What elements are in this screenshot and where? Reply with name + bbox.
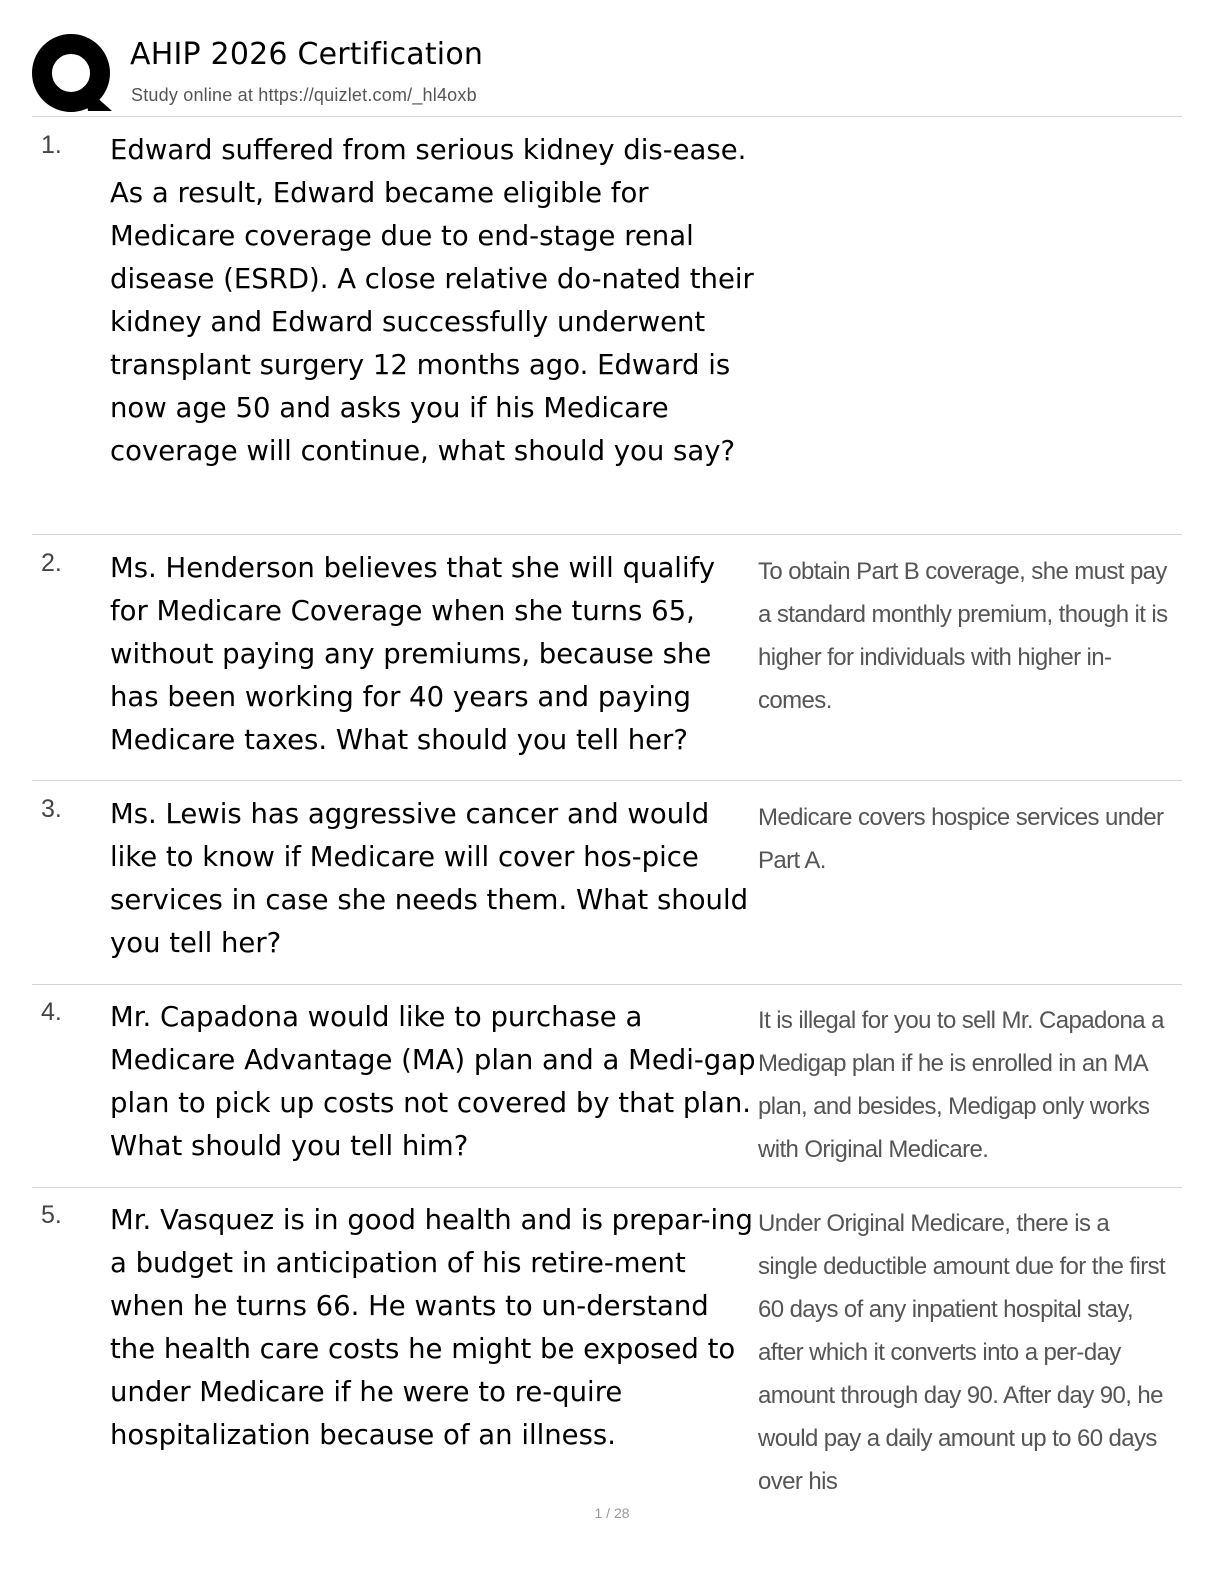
card-term: Ms. Henderson believes that she will qualify for Medicare Coverage when she turns 65, without paying any premiums, because she has been working for 40 years and paying Medicare taxes. What should you tell her? [110,552,716,756]
card-term: Ms. Lewis has aggressive cancer and would like to know if Medicare will cover hos-pice services in case she needs them. What should you tell her? [110,798,749,959]
card-term: Edward suffered from serious kidney dis-ease. As a result, Edward became eligible for Medicare coverage due to end-stage renal disease (ESRD). A close relative do-nated their kidney and Edward successfully underwent transplant surgery 12 months ago. Edward is now age 50 and asks you if his Medicare coverage will continue, what should you say? [110,134,754,467]
page-number: 1 / 28 [594,1505,630,1521]
page-header [32,34,1182,114]
card-definition: To obtain Part B coverage, she must pay a standard monthly premium, though it is higher for individuals with higher in-comes. [758,558,1168,714]
card-term: Mr. Vasquez is in good health and is prepar-ing a budget in anticipation of his retire-ment when he turns 66. He wants to un-derstand the health care costs he might be exposed to under Medicare if he were to re-quire hospitalization because of an illness. [110,1204,754,1451]
card-term: Mr. Capadona would like to purchase a Medicare Advantage (MA) plan and a Medi-gap plan to pick up costs not covered by that plan. What should you tell him? [110,1001,756,1162]
card-number: 3. [41,795,62,823]
study-online-link[interactable]: Study online at https://quizlet.com/_hl4oxb [131,85,477,105]
card-definition: Under Original Medicare, there is a single deductible amount due for the first 60 days of any inpatient hospital stay, after which it converts into a per-day amount through day 90. After day 90, he would pay a daily amount up to 60 days over his [758,1210,1166,1495]
card-number: 5. [41,1201,62,1229]
card-number: 2. [41,549,62,577]
divider [32,534,1182,535]
card-number: 4. [41,998,62,1026]
quizlet-q-logo-icon [32,34,112,114]
divider [32,780,1182,781]
divider [32,984,1182,985]
card-definition: It is illegal for you to sell Mr. Capadona a Medigap plan if he is enrolled in an MA plan, and besides, Medigap only works with Original Medicare. [758,1007,1164,1163]
card-number: 1. [41,131,62,159]
divider [32,116,1182,117]
divider [32,1187,1182,1188]
set-title: AHIP 2026 Certification [130,37,484,72]
card-definition: Medicare covers hospice services under Part A. [758,804,1164,874]
